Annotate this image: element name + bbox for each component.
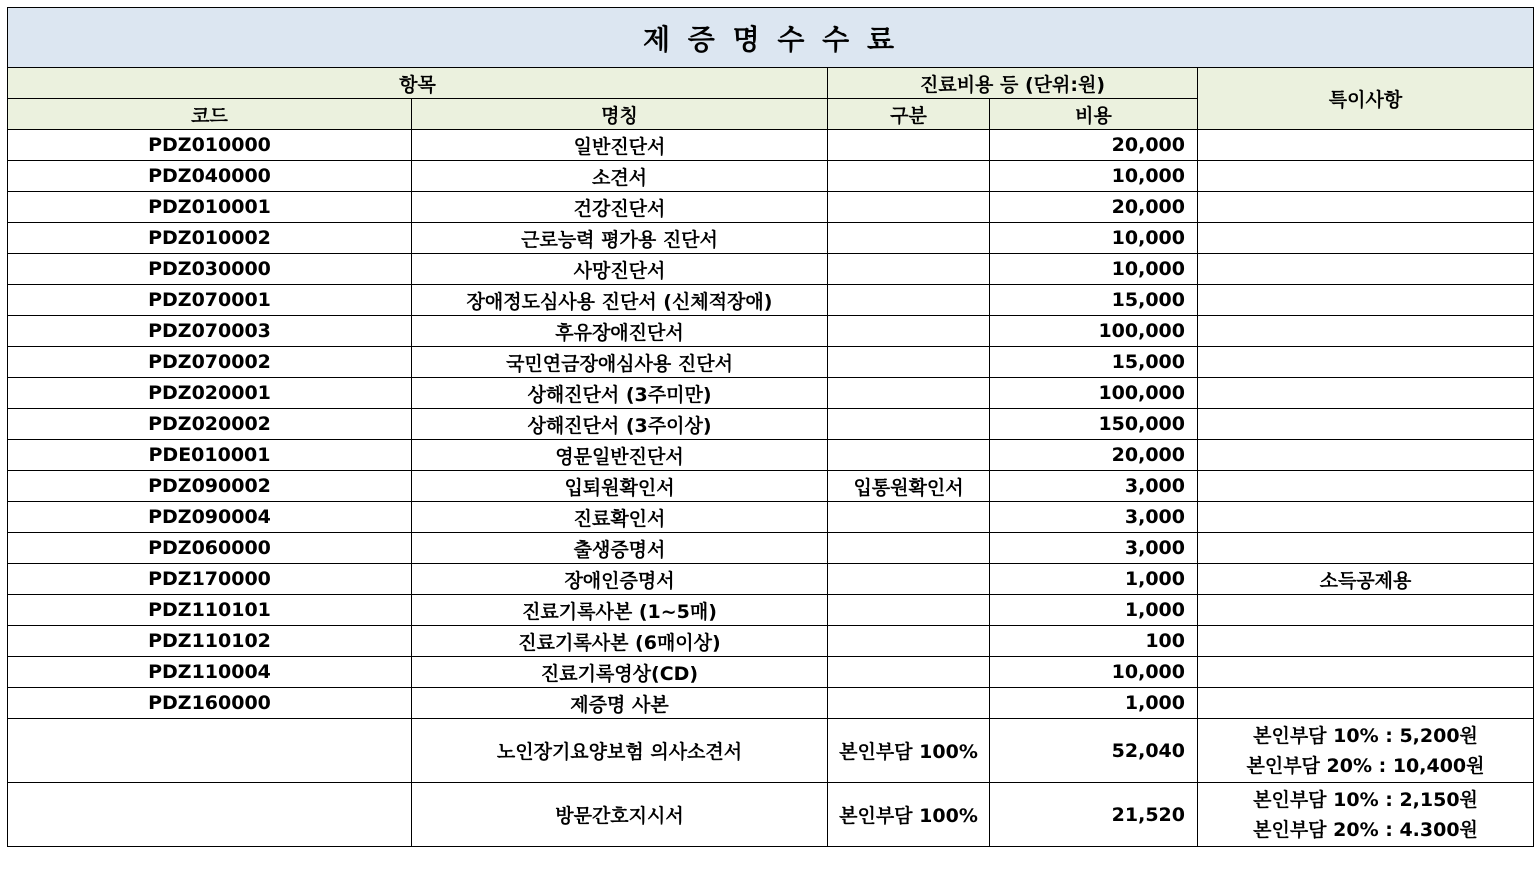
name-cell: 진료기록영상(CD) bbox=[412, 657, 828, 688]
remarks-cell bbox=[1198, 783, 1534, 847]
cost-cell: 15,000 bbox=[990, 285, 1198, 316]
name-cell: 국민연금장애심사용 진단서 bbox=[412, 347, 828, 378]
remarks-cell bbox=[1198, 378, 1534, 409]
table-row bbox=[8, 316, 1534, 347]
remarks-cell bbox=[1198, 502, 1534, 533]
remarks-cell bbox=[1198, 409, 1534, 440]
table-row bbox=[8, 130, 1534, 161]
remarks-line: 본인부담 10% : 2,150원 bbox=[1253, 788, 1478, 811]
table-row bbox=[8, 192, 1534, 223]
remarks-cell bbox=[1198, 719, 1534, 783]
header-name: 명칭 bbox=[412, 99, 828, 130]
category-cell bbox=[828, 564, 990, 595]
remarks-line: 본인부담 20% : 10,400원 bbox=[1246, 754, 1485, 777]
cost-cell: 1,000 bbox=[990, 564, 1198, 595]
category-cell bbox=[828, 254, 990, 285]
table-row bbox=[8, 161, 1534, 192]
cost-cell: 3,000 bbox=[990, 471, 1198, 502]
category-cell bbox=[828, 378, 990, 409]
remarks-cell bbox=[1198, 347, 1534, 378]
remarks-cell bbox=[1198, 657, 1534, 688]
category-cell bbox=[828, 409, 990, 440]
fee-table bbox=[7, 7, 1534, 847]
category-cell bbox=[828, 502, 990, 533]
code-cell: PDZ070001 bbox=[8, 285, 412, 316]
header-remarks: 특이사항 bbox=[1198, 68, 1534, 130]
code-cell bbox=[8, 783, 412, 847]
name-cell: 상해진단서 (3주이상) bbox=[412, 409, 828, 440]
category-cell: 입통원확인서 bbox=[828, 471, 990, 502]
table-row bbox=[8, 409, 1534, 440]
cost-cell: 10,000 bbox=[990, 223, 1198, 254]
table-row bbox=[8, 440, 1534, 471]
name-cell: 진료확인서 bbox=[412, 502, 828, 533]
code-cell: PDE010001 bbox=[8, 440, 412, 471]
cost-cell: 52,040 bbox=[990, 719, 1198, 783]
code-cell: PDZ090004 bbox=[8, 502, 412, 533]
remarks-cell bbox=[1198, 316, 1534, 347]
remarks-cell bbox=[1198, 595, 1534, 626]
table-row bbox=[8, 657, 1534, 688]
name-cell: 출생증명서 bbox=[412, 533, 828, 564]
category-cell bbox=[828, 223, 990, 254]
cost-cell: 10,000 bbox=[990, 254, 1198, 285]
name-cell: 상해진단서 (3주미만) bbox=[412, 378, 828, 409]
table-row bbox=[8, 719, 1534, 783]
category-cell bbox=[828, 595, 990, 626]
table-row bbox=[8, 564, 1534, 595]
category-cell bbox=[828, 440, 990, 471]
cost-cell: 1,000 bbox=[990, 595, 1198, 626]
name-cell: 일반진단서 bbox=[412, 130, 828, 161]
name-cell: 사망진단서 bbox=[412, 254, 828, 285]
code-cell: PDZ010000 bbox=[8, 130, 412, 161]
remarks-cell bbox=[1198, 471, 1534, 502]
category-cell bbox=[828, 130, 990, 161]
name-cell: 장애인증명서 bbox=[412, 564, 828, 595]
table-row bbox=[8, 285, 1534, 316]
category-cell bbox=[828, 688, 990, 719]
cost-cell: 100,000 bbox=[990, 316, 1198, 347]
category-cell bbox=[828, 657, 990, 688]
code-cell: PDZ010002 bbox=[8, 223, 412, 254]
table-row bbox=[8, 502, 1534, 533]
cost-cell: 100,000 bbox=[990, 378, 1198, 409]
code-cell: PDZ010001 bbox=[8, 192, 412, 223]
remarks-cell bbox=[1198, 688, 1534, 719]
remarks-cell bbox=[1198, 192, 1534, 223]
table-row bbox=[8, 347, 1534, 378]
table-row bbox=[8, 254, 1534, 285]
code-cell: PDZ040000 bbox=[8, 161, 412, 192]
code-cell: PDZ070002 bbox=[8, 347, 412, 378]
category-cell bbox=[828, 161, 990, 192]
code-cell: PDZ170000 bbox=[8, 564, 412, 595]
category-cell bbox=[828, 316, 990, 347]
category-cell: 본인부담 100% bbox=[828, 719, 990, 783]
code-cell: PDZ020002 bbox=[8, 409, 412, 440]
name-cell: 노인장기요양보험 의사소견서 bbox=[412, 719, 828, 783]
table-row bbox=[8, 595, 1534, 626]
remarks-cell bbox=[1198, 254, 1534, 285]
name-cell: 방문간호지시서 bbox=[412, 783, 828, 847]
remarks-cell bbox=[1198, 223, 1534, 254]
category-cell bbox=[828, 192, 990, 223]
remarks-cell bbox=[1198, 130, 1534, 161]
category-cell bbox=[828, 533, 990, 564]
table-row bbox=[8, 783, 1534, 847]
cost-cell: 3,000 bbox=[990, 533, 1198, 564]
code-cell: PDZ020001 bbox=[8, 378, 412, 409]
category-cell: 본인부담 100% bbox=[828, 783, 990, 847]
remarks-line: 본인부담 20% : 4.300원 bbox=[1253, 818, 1478, 841]
category-cell bbox=[828, 285, 990, 316]
cost-cell: 15,000 bbox=[990, 347, 1198, 378]
name-cell: 근로능력 평가용 진단서 bbox=[412, 223, 828, 254]
cost-cell: 3,000 bbox=[990, 502, 1198, 533]
remarks-cell bbox=[1198, 161, 1534, 192]
remarks-cell bbox=[1198, 285, 1534, 316]
cost-cell: 10,000 bbox=[990, 161, 1198, 192]
cost-cell: 100 bbox=[990, 626, 1198, 657]
code-cell: PDZ030000 bbox=[8, 254, 412, 285]
category-cell bbox=[828, 347, 990, 378]
table-title: 제 증 명 수 수 료 bbox=[8, 8, 1534, 68]
remarks-line: 본인부담 10% : 5,200원 bbox=[1253, 724, 1478, 747]
table-row bbox=[8, 378, 1534, 409]
table-row bbox=[8, 688, 1534, 719]
cost-cell: 21,520 bbox=[990, 783, 1198, 847]
name-cell: 제증명 사본 bbox=[412, 688, 828, 719]
cost-cell: 20,000 bbox=[990, 130, 1198, 161]
name-cell: 장애정도심사용 진단서 (신체적장애) bbox=[412, 285, 828, 316]
cost-cell: 1,000 bbox=[990, 688, 1198, 719]
table-row bbox=[8, 533, 1534, 564]
name-cell: 건강진단서 bbox=[412, 192, 828, 223]
code-cell: PDZ110101 bbox=[8, 595, 412, 626]
name-cell: 후유장애진단서 bbox=[412, 316, 828, 347]
cost-cell: 150,000 bbox=[990, 409, 1198, 440]
header-code: 코드 bbox=[8, 99, 412, 130]
name-cell: 입퇴원확인서 bbox=[412, 471, 828, 502]
remarks-cell: 소득공제용 bbox=[1198, 564, 1534, 595]
category-cell bbox=[828, 626, 990, 657]
name-cell: 진료기록사본 (6매이상) bbox=[412, 626, 828, 657]
code-cell: PDZ110102 bbox=[8, 626, 412, 657]
header-category: 구분 bbox=[828, 99, 990, 130]
remarks-cell bbox=[1198, 626, 1534, 657]
table-row bbox=[8, 471, 1534, 502]
code-cell: PDZ090002 bbox=[8, 471, 412, 502]
header-item-group: 항목 bbox=[8, 68, 828, 99]
remarks-cell bbox=[1198, 533, 1534, 564]
cost-cell: 20,000 bbox=[990, 192, 1198, 223]
table-row bbox=[8, 626, 1534, 657]
code-cell bbox=[8, 719, 412, 783]
code-cell: PDZ110004 bbox=[8, 657, 412, 688]
code-cell: PDZ160000 bbox=[8, 688, 412, 719]
header-cost-group: 진료비용 등 (단위:원) bbox=[828, 68, 1198, 99]
name-cell: 소견서 bbox=[412, 161, 828, 192]
code-cell: PDZ070003 bbox=[8, 316, 412, 347]
remarks-cell bbox=[1198, 440, 1534, 471]
name-cell: 진료기록사본 (1~5매) bbox=[412, 595, 828, 626]
name-cell: 영문일반진단서 bbox=[412, 440, 828, 471]
table-row bbox=[8, 223, 1534, 254]
header-cost: 비용 bbox=[990, 99, 1198, 130]
code-cell: PDZ060000 bbox=[8, 533, 412, 564]
cost-cell: 20,000 bbox=[990, 440, 1198, 471]
cost-cell: 10,000 bbox=[990, 657, 1198, 688]
